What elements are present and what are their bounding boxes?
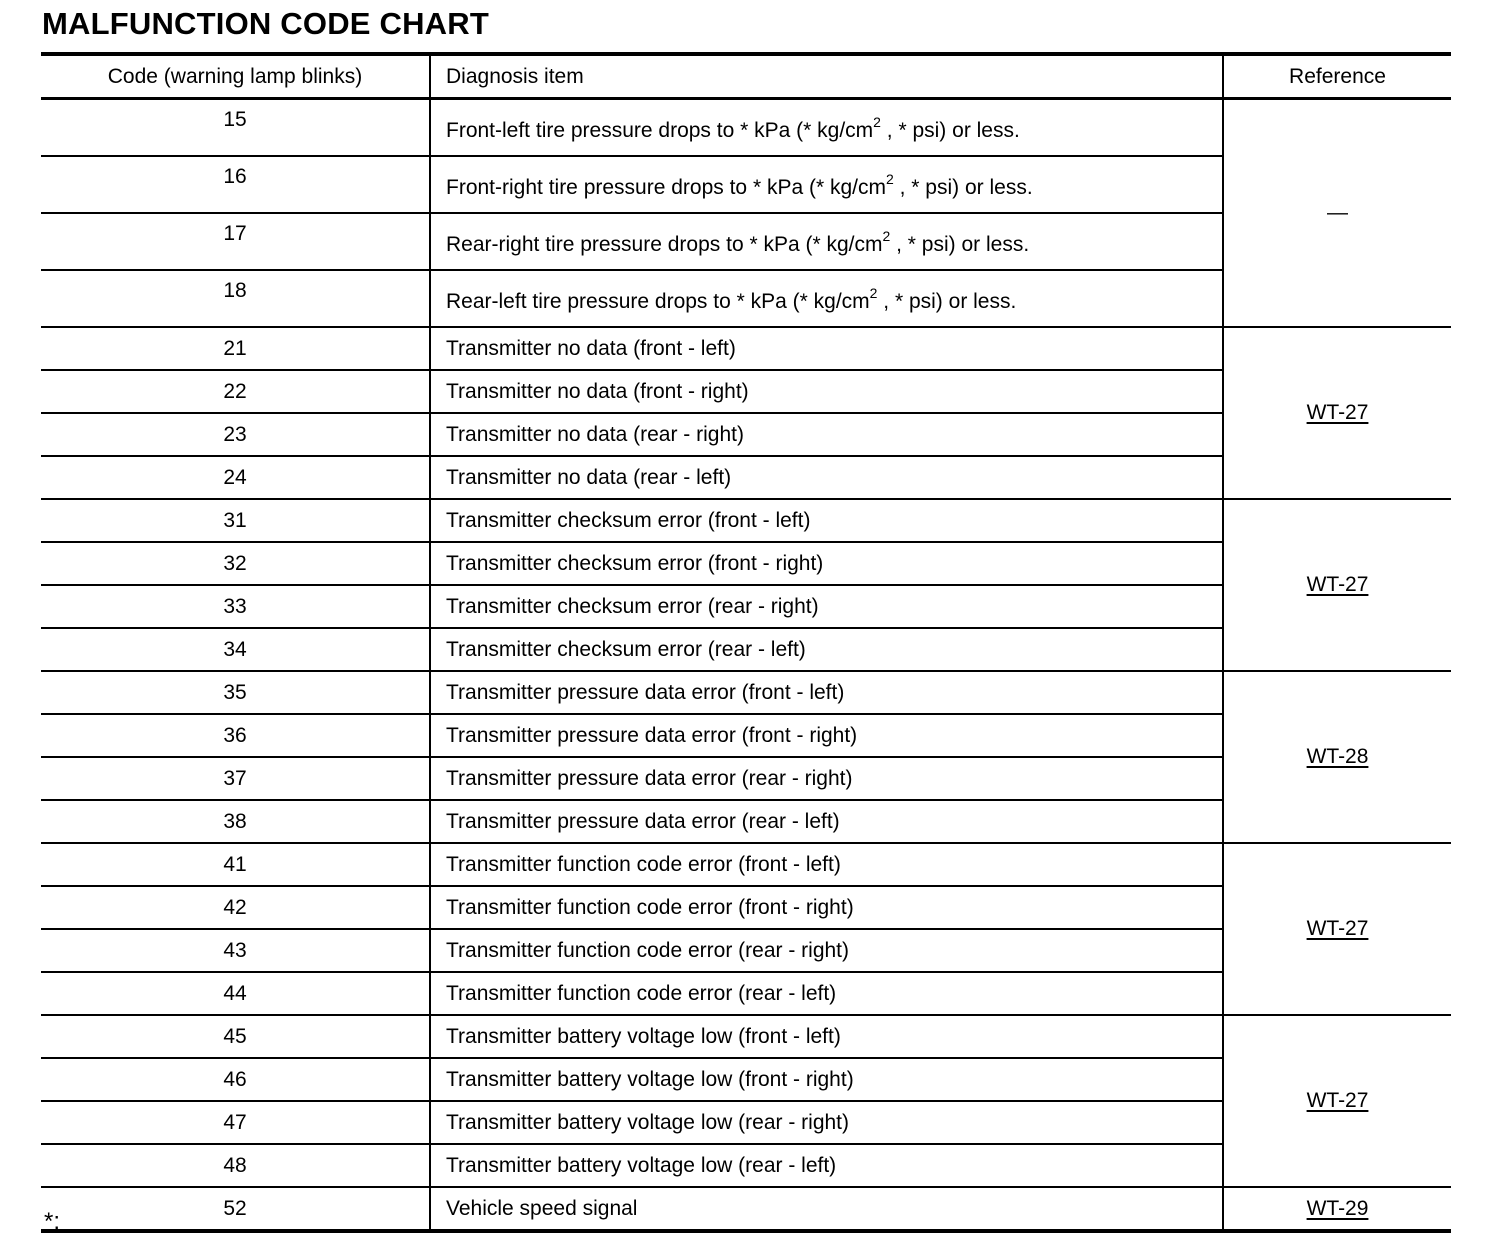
chart-title: MALFUNCTION CODE CHART: [42, 6, 489, 41]
code-cell: 42: [41, 886, 430, 929]
diagnosis-cell: Transmitter function code error (rear - right): [430, 929, 1223, 972]
code-cell: 43: [41, 929, 430, 972]
header-code: Code (warning lamp blinks): [41, 54, 430, 99]
code-cell: 38: [41, 800, 430, 843]
diagnosis-cell: Transmitter pressure data error (rear - left): [430, 800, 1223, 843]
diagnosis-cell: Transmitter function code error (front - right): [430, 886, 1223, 929]
reference-cell: [1223, 671, 1451, 843]
diagnosis-cell: Transmitter checksum error (front - left): [430, 499, 1223, 542]
table-row: [41, 843, 1451, 886]
reference-link[interactable]: WT-27: [1306, 401, 1369, 424]
table-row: [41, 1015, 1451, 1058]
reference-cell: [1223, 843, 1451, 1015]
code-cell: 22: [41, 370, 430, 413]
code-cell: 47: [41, 1101, 430, 1144]
code-cell: 33: [41, 585, 430, 628]
diagnosis-cell: Transmitter pressure data error (front - right): [430, 714, 1223, 757]
code-cell: 34: [41, 628, 430, 671]
diagnosis-cell: Transmitter function code error (front - left): [430, 843, 1223, 886]
reference-link[interactable]: WT-27: [1306, 573, 1369, 596]
reference-link[interactable]: WT-27: [1306, 1089, 1369, 1112]
code-cell: 31: [41, 499, 430, 542]
diagnosis-cell: Front-left tire pressure drops to * kPa (* $kg/cm^2$ , * psi) or less.: [430, 99, 1223, 157]
diagnosis-cell: Front-right tire pressure drops to * kPa (* $kg/cm^2$ , * psi) or less.: [430, 156, 1223, 213]
code-cell: 46: [41, 1058, 430, 1101]
table-row: [41, 99, 1451, 157]
diagnosis-cell: Transmitter function code error (rear - left): [430, 972, 1223, 1015]
code-cell: 23: [41, 413, 430, 456]
code-cell: 32: [41, 542, 430, 585]
table-row: [41, 1187, 1451, 1231]
code-cell: 35: [41, 671, 430, 714]
code-cell: 48: [41, 1144, 430, 1187]
code-cell: 17: [41, 213, 430, 270]
reference-cell: [1223, 499, 1451, 671]
header-diagnosis: Diagnosis item: [430, 54, 1223, 99]
diagnosis-cell: Transmitter no data (front - right): [430, 370, 1223, 413]
code-cell: 36: [41, 714, 430, 757]
diagnosis-cell: Transmitter no data (rear - right): [430, 413, 1223, 456]
code-cell: 24: [41, 456, 430, 499]
reference-link[interactable]: WT-29: [1306, 1196, 1369, 1220]
reference-link[interactable]: WT-28: [1306, 745, 1369, 768]
code-cell: 44: [41, 972, 430, 1015]
diagnosis-cell: Rear-right tire pressure drops to * kPa (* $kg/cm^2$ , * psi) or less.: [430, 213, 1223, 270]
diagnosis-cell: Transmitter battery voltage low (rear - right): [430, 1101, 1223, 1144]
reference-cell: [1223, 1015, 1451, 1187]
diagnosis-cell: Rear-left tire pressure drops to * kPa (* $kg/cm^2$ , * psi) or less.: [430, 270, 1223, 327]
code-cell: 52: [41, 1187, 430, 1231]
diagnosis-cell: Vehicle speed signal: [430, 1187, 1223, 1231]
table-row: [41, 499, 1451, 542]
diagnosis-cell: Transmitter battery voltage low (front - right): [430, 1058, 1223, 1101]
diagnosis-cell: Transmitter battery voltage low (front - left): [430, 1015, 1223, 1058]
diagnosis-cell: Transmitter checksum error (front - right): [430, 542, 1223, 585]
reference-cell: [1223, 327, 1451, 499]
reference-dash: —: [1327, 201, 1348, 224]
code-cell: 16: [41, 156, 430, 213]
table-header-row: [41, 54, 1451, 99]
diagnosis-cell: Transmitter checksum error (rear - left): [430, 628, 1223, 671]
diagnosis-cell: Transmitter no data (rear - left): [430, 456, 1223, 499]
reference-cell: [1223, 99, 1451, 328]
reference-link[interactable]: WT-27: [1306, 917, 1369, 940]
code-cell: 21: [41, 327, 430, 370]
code-cell: 45: [41, 1015, 430, 1058]
diagnosis-cell: Transmitter pressure data error (front - left): [430, 671, 1223, 714]
code-cell: 15: [41, 99, 430, 157]
diagnosis-cell: Transmitter checksum error (rear - right): [430, 585, 1223, 628]
code-cell: 18: [41, 270, 430, 327]
reference-cell: [1223, 1187, 1451, 1231]
table-row: [41, 671, 1451, 714]
malfunction-code-table: [41, 52, 1451, 1233]
code-cell: 37: [41, 757, 430, 800]
table-row: [41, 327, 1451, 370]
header-reference: Reference: [1223, 54, 1451, 99]
diagnosis-cell: Transmitter no data (front - left): [430, 327, 1223, 370]
code-cell: 41: [41, 843, 430, 886]
diagnosis-cell: Transmitter pressure data error (rear - right): [430, 757, 1223, 800]
footnote: *:: [44, 1208, 61, 1235]
diagnosis-cell: Transmitter battery voltage low (rear - left): [430, 1144, 1223, 1187]
